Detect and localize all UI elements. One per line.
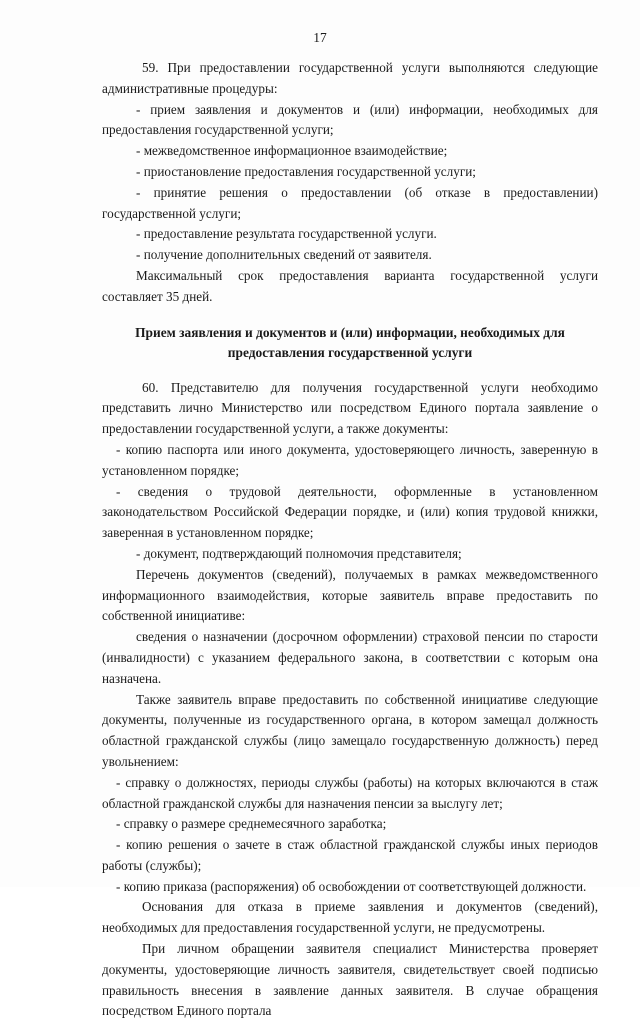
own-initiative-intro: Также заявитель вправе предоставить по собственной инициативе следующие документы, полученные из государственного органа, в котором замещал должность областной гражданской службы (лицо замещало государственную должность) перед увольнением: bbox=[102, 691, 598, 769]
refusal-grounds-paragraph: Основания для отказа в приеме заявления и документов (сведений), необходимых для предоставления государственной услуги, не предусмотрены. bbox=[102, 899, 598, 936]
page-number: 17 bbox=[313, 30, 327, 45]
own-initiative-item: - справку о должностях, периоды службы (работы) на которых включаются в стаж областной гражданской службы для назначения пенсии за выслугу лет; bbox=[102, 774, 598, 811]
own-initiative-item: - справку о размере среднемесячного заработка; bbox=[116, 816, 387, 832]
interagency-item: сведения о назначении (досрочном оформлении) страховой пенсии по старости (инвалидности) с указанием федерального закона, в соответствии с которым она назначена. bbox=[102, 629, 598, 686]
procedure-item: - принятие решения о предоставлении (об отказе в предоставлении) государственной услуги; bbox=[102, 184, 598, 221]
document-body bbox=[102, 58, 598, 1022]
own-initiative-item: - копию решения о зачете в стаж областной гражданской службы иных периодов работы (службы); bbox=[102, 837, 598, 873]
interagency-intro: Перечень документов (сведений), получаемых в рамках межведомственного информационного взаимодействия, которые заявитель вправе предоставить по собственной инициативе: bbox=[102, 566, 598, 624]
procedure-item: - предоставление результата государственной услуги. bbox=[136, 226, 437, 242]
document-item: - копию паспорта или иного документа, удостоверяющего личность, заверенную в установленном порядке; bbox=[102, 441, 598, 478]
section-59-intro: 59. При предоставлении государственной услуги выполняются следующие административные процедуры: bbox=[102, 60, 598, 96]
document-item: - документ, подтверждающий полномочия представителя; bbox=[136, 545, 462, 561]
procedure-item: - приостановление предоставления государственной услуги; bbox=[136, 163, 476, 179]
section-60-intro: 60. Представителю для получения государственной услуги необходимо представить лично Министерство или посредством Единого портала заявление о предоставлении государственной услуги, а также документы: bbox=[102, 379, 598, 437]
section-heading: Прием заявления и документов и (или) информации, необходимых для предоставления государственной услуги bbox=[135, 324, 565, 361]
max-term-paragraph: Максимальный срок предоставления варианта государственной услуги составляет 35 дней. bbox=[102, 267, 598, 304]
procedure-item: - получение дополнительных сведений от заявителя. bbox=[136, 247, 432, 263]
procedure-item: - межведомственное информационное взаимодействие; bbox=[136, 143, 448, 159]
document-item: - сведения о трудовой деятельности, оформленные в установленном законодательством Российской Федерации порядке, и (или) копия трудовой книжки, заверенная в установленном порядке; bbox=[102, 483, 598, 541]
personal-visit-paragraph: При личном обращении заявителя специалист Министерства проверяет документы, удостоверяющие личность заявителя, свидетельствует своей подписью правильность внесения в заявление данных заявителя. В случае обращения посредством Единого портала bbox=[102, 941, 598, 1019]
own-initiative-item: - копию приказа (распоряжения) об освобождении от соответствующей должности. bbox=[116, 878, 587, 894]
procedure-item: - прием заявления и документов и (или) информации, необходимых для предоставления государственной услуги; bbox=[102, 101, 598, 138]
